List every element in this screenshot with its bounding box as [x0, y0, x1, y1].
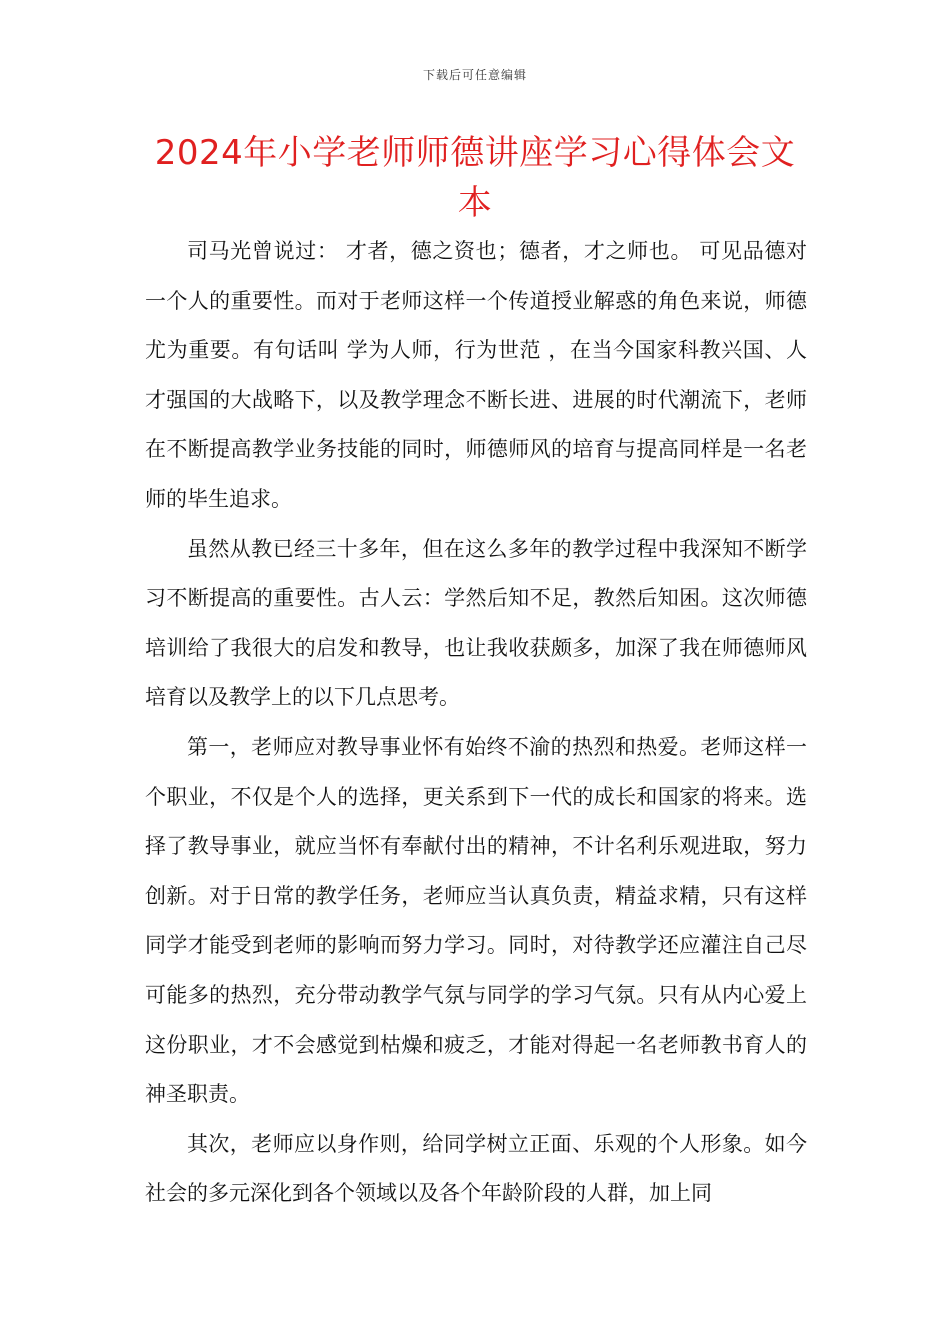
paragraph: 第一，老师应对教导事业怀有始终不渝的热烈和热爱。老师这样一个职业，不仅是个人的选择，更关系到下一代的成长和国家的将来。选择了教导事业，就应当怀有奉献付出的精神，不计名利乐观进取，努力创新。对于日常的教学任务，老师应当认真负责，精益求精，只有这样同学才能受到老师的影响而努力学习。同时，对待教学还应灌注自己尽可能多的热烈，充分带动教学气氛与同学的学习气氛。只有从内心爱上这份职业，才不会感觉到枯燥和疲乏，才能对得起一名老师教书育人的神圣职责。	[145, 734, 807, 1107]
paragraph: 虽然从教已经三十多年，但在这么多年的教学过程中我深知不断学习不断提高的重要性。古人云：学然后知不足，教然后知困。这次师德培训给了我很大的启发和教导，也让我收获颇多，加深了我在师德师风培育以及教学上的以下几点思考。	[145, 536, 807, 710]
paragraph: 司马光曾说过： 才者，德之资也；德者，才之师也。 可见品德对一个人的重要性。而对于老师这样一个传道授业解惑的角色来说，师德尤为重要。有句话叫 学为人师，行为世范 ，在当今国家科教兴国、人才强国的大战略下，以及教学理念不断长进、进展的时代潮流下，老师在不断提高教学业务技能的同时，师德师风的培育与提高同样是一名老师的毕生追求。	[145, 239, 807, 511]
header-note: 下载后可任意编辑	[422, 68, 527, 82]
paragraph: 其次，老师应以身作则，给同学树立正面、乐观的个人形象。如今社会的多元深化到各个领域以及各个年龄阶段的人群，加上同	[145, 1131, 807, 1206]
document-title: 2024年小学老师师德讲座学习心得体会文本	[154, 133, 796, 223]
document-body	[145, 227, 807, 1219]
